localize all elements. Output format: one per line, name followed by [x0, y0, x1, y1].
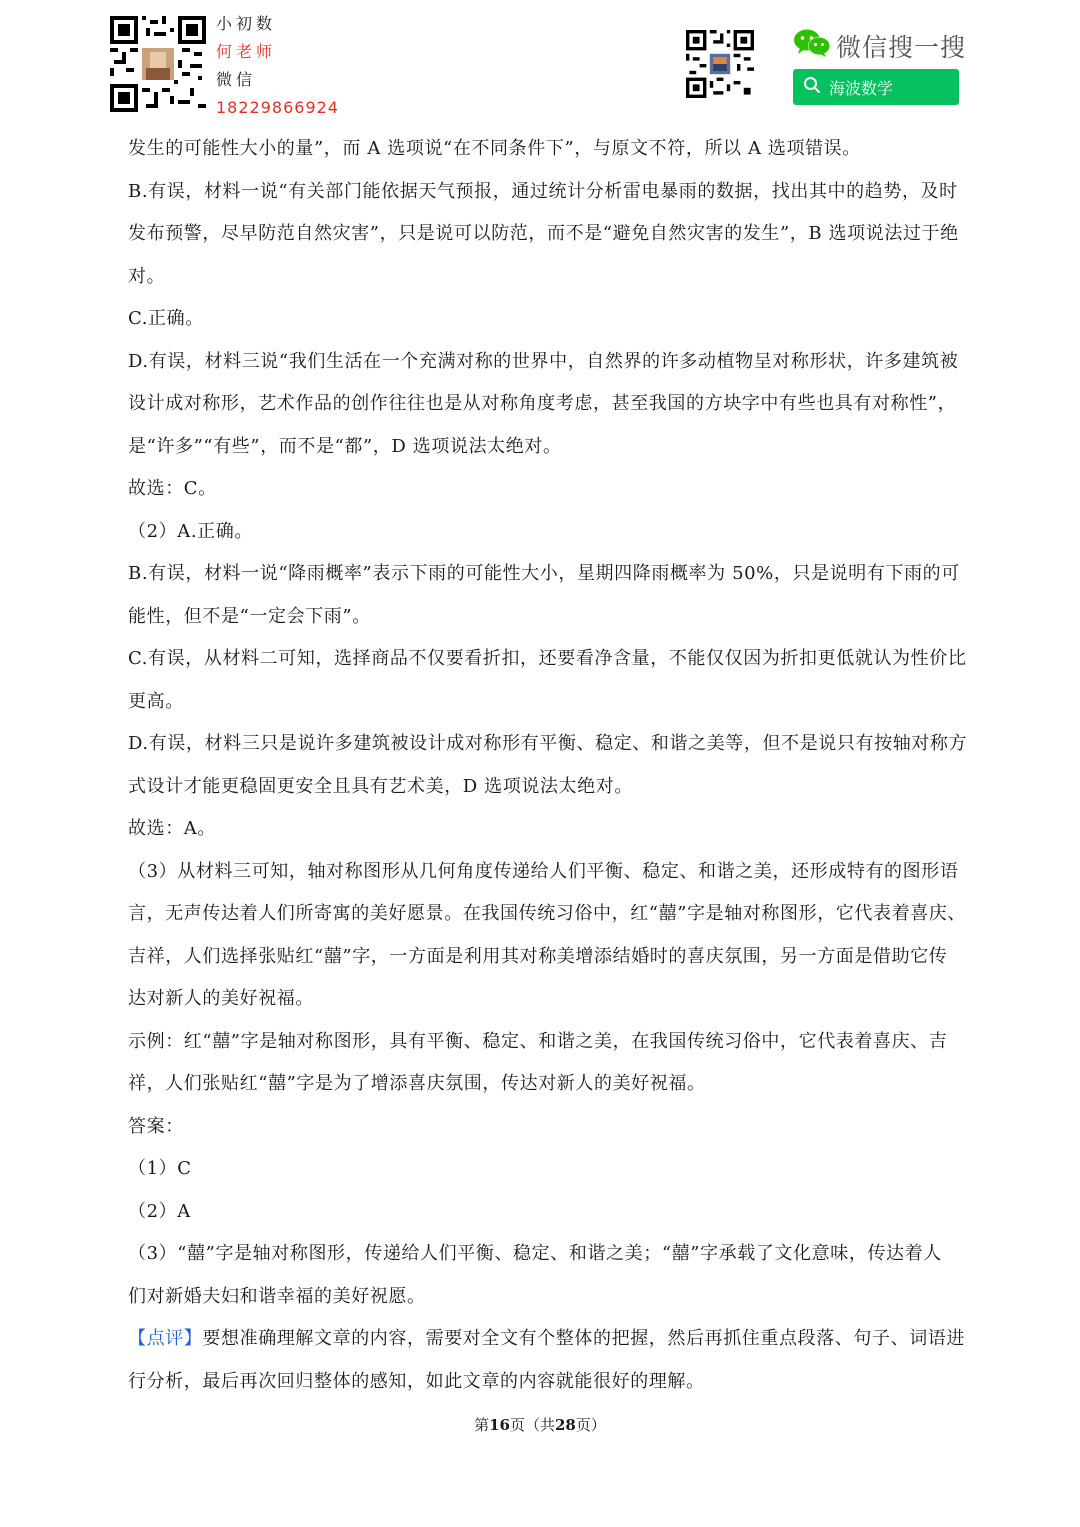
text-line: C.正确。 — [128, 308, 204, 329]
text-line: 们对新婚夫妇和谐幸福的美好祝愿。 — [128, 1285, 426, 1307]
text-line: （1）C — [128, 1158, 192, 1179]
text-line: 发生的可能性大小的量”，而 A 选项说“在不同条件下”，与原文不符，所以 A 选项错误。 — [128, 138, 861, 159]
page-number: 16 — [489, 1416, 510, 1434]
comment-tag: 【点评】 — [128, 1328, 203, 1349]
text-line: 是“许多”“有些”，而不是“都”，D 选项说法太绝对。 — [128, 435, 562, 457]
comment-line-1 — [128, 1318, 980, 1361]
text-line: （3）从材料三可知，轴对称图形从几何角度传递给人们平衡、稳定、和谐之美，还形成特有的图形语 — [128, 860, 959, 882]
comment-text: 要想准确理解文章的内容，需要对全文有个整体的把握，然后再抓住重点段落、句子、词语进 — [202, 1328, 966, 1349]
text-line: C.有误，从材料二可知，选择商品不仅要看折扣，还要看净含量，不能仅仅因为折扣更低就认为性价比 — [128, 648, 967, 669]
text-line: （2）A.正确。 — [128, 520, 253, 542]
text-line: 故选：C。 — [128, 478, 217, 499]
text-line: 吉祥，人们选择张贴红“囍”字，一方面是利用其对称美增添结婚时的喜庆氛围，另一方面是借助它传 — [128, 945, 948, 967]
search-icon — [803, 76, 821, 98]
text-line: 祥，人们张贴红“囍”字是为了增添喜庆氛围，传达对新人的美好祝福。 — [128, 1073, 706, 1094]
text-line: 答案： — [128, 1115, 184, 1137]
text-line: 对。 — [128, 265, 166, 287]
text-line: （2）A — [128, 1200, 191, 1222]
search-button-label: 海波数学 — [829, 78, 894, 98]
text-line: B.有误，材料一说“有关部门能依据天气预报，通过统计分析雷电暴雨的数据，找出其中的趋势，及时 — [128, 180, 958, 202]
text-line: 式设计才能更稳固更安全且具有艺术美，D 选项说法太绝对。 — [128, 775, 633, 797]
footer-prefix: 第 — [474, 1416, 490, 1434]
wechat-logo-icon — [792, 28, 832, 58]
page-total: 28 — [555, 1416, 576, 1434]
text-line: 更高。 — [128, 690, 184, 712]
handwriting-line-3: 微信 — [216, 70, 257, 89]
footer-mid: 页（共 — [509, 1416, 555, 1434]
page-footer — [0, 1414, 1080, 1435]
text-line: B.有误，材料一说“降雨概率”表示下雨的可能性大小，星期四降雨概率为 50%，只是说明有下雨的可 — [128, 563, 960, 584]
handwriting-line-1: 小初数 — [216, 14, 277, 33]
text-line: （3）“囍”字是轴对称图形，传递给人们平衡、稳定、和谐之美；“囍”字承载了文化意味，传达着人 — [128, 1243, 942, 1264]
text-line: D.有误，材料三说“我们生活在一个充满对称的世界中，自然界的许多动植物呈对称形状，许多建筑被 — [128, 350, 959, 372]
wechat-search-title: 微信搜一搜 — [836, 33, 967, 62]
page-header — [0, 0, 1080, 130]
comment-line-2: 行分析，最后再次回归整体的感知，如此文章的内容就能很好的理解。 — [128, 1370, 705, 1392]
footer-suffix: 页） — [575, 1416, 606, 1434]
text-line: D.有误，材料三只是说许多建筑被设计成对称形有平衡、稳定、和谐之美等，但不是说只有按轴对称方 — [128, 733, 968, 754]
text-line: 示例：红“囍”字是轴对称图形，具有平衡、稳定、和谐之美，在我国传统习俗中，它代表着喜庆、吉 — [128, 1030, 948, 1052]
text-line: 言，无声传达着人们所寄寓的美好愿景。在我国传统习俗中，红“囍”字是轴对称图形，它代表着喜庆、 — [128, 903, 966, 924]
document-body — [128, 128, 980, 1403]
handwriting-phone: 18229866924 — [216, 98, 339, 117]
handwriting-line-2: 何老师 — [216, 42, 277, 61]
wechat-search-button[interactable] — [793, 69, 959, 105]
text-line: 故选：A。 — [128, 818, 216, 839]
text-line: 能性，但不是“一定会下雨”。 — [128, 605, 371, 627]
text-line: 达对新人的美好祝福。 — [128, 988, 314, 1009]
qr-code-right — [686, 30, 754, 98]
qr-code-left — [110, 16, 206, 112]
text-line: 发布预警，尽早防范自然灾害”，只是说可以防范，而不是“避免自然灾害的发生”，B 选项说法过于绝 — [128, 223, 959, 244]
text-line: 设计成对称形，艺术作品的创作往往也是从对称角度考虑，甚至我国的方块字中有些也具有对称性”， — [128, 393, 957, 414]
